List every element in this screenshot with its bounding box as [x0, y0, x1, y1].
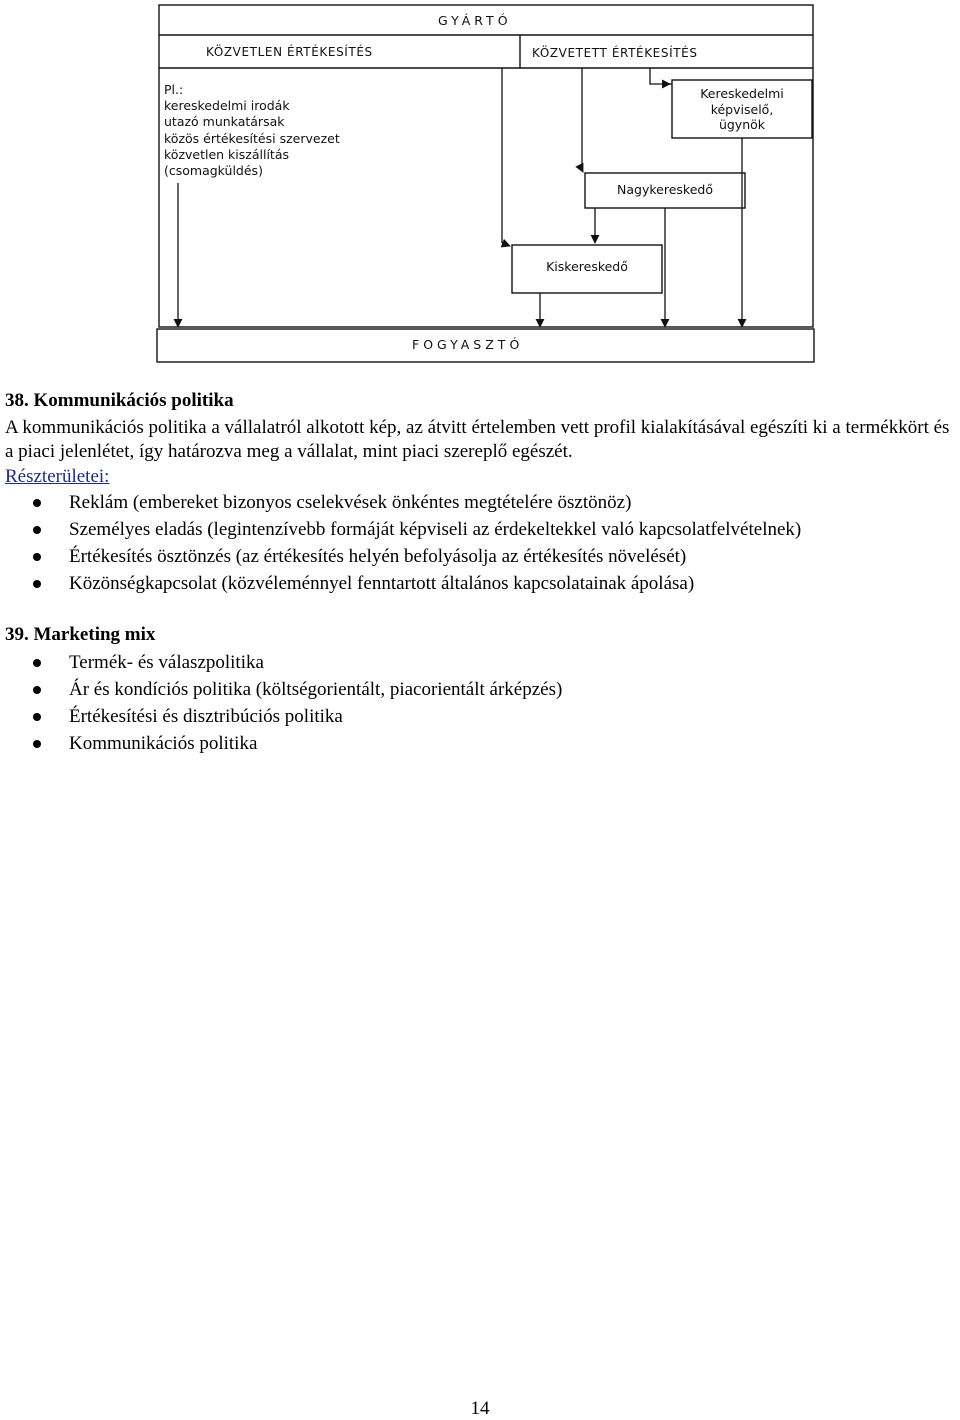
list-item [0, 649, 950, 676]
example-line: utazó munkatársak [164, 114, 285, 130]
list-item-text: Értékesítési és disztribúciós politika [69, 706, 343, 727]
bullet-icon [33, 659, 41, 667]
example-line: Pl.: [164, 82, 184, 97]
bullet-icon [33, 580, 41, 588]
section-39-title: 39. Marketing mix [5, 624, 156, 645]
to-agent-arrow [650, 68, 670, 84]
list-item [0, 489, 950, 516]
direct-examples-list [164, 82, 340, 179]
list-item-text: Ár és kondíciós politika (költségorientált, piacorientált árképzés) [69, 679, 563, 700]
list-item-text: Személyes eladás (legintenzívebb formáját képviseli az érdekeltekkel való kapcsolatfelvételnek) [69, 519, 802, 540]
consumer-label: FOGYASZTÓ [412, 337, 524, 352]
section-39-list [0, 649, 950, 757]
list-item [0, 570, 950, 597]
list-item-text: Közönségkapcsolat (közvéleménnyel fenntartott általános kapcsolatainak ápolása) [69, 573, 695, 594]
agent-label [672, 86, 812, 133]
indirect-sales-label: KÖZVETETT ÉRTÉKESÍTÉS [532, 46, 698, 60]
bullet-icon [33, 740, 41, 748]
list-item-text: Kommunikációs politika [69, 733, 258, 754]
bullet-icon [33, 713, 41, 721]
example-line: (csomagküldés) [164, 163, 263, 179]
producer-label: GYÁRTÓ [438, 13, 512, 28]
section-38-title: 38. Kommunikációs politika [5, 390, 234, 411]
page-number: 14 [470, 1398, 490, 1419]
list-item [0, 703, 950, 730]
bullet-icon [33, 686, 41, 694]
list-item-text: Értékesítés ösztönzés (az értékesítés helyén befolyásolja az értékesítés növelését) [69, 546, 687, 567]
bullet-icon [33, 526, 41, 534]
list-item [0, 676, 950, 703]
agent-line: képviselő, [710, 101, 774, 117]
example-line: közvetlen kiszállítás [164, 146, 289, 162]
section-38-list [0, 489, 950, 597]
section-38-paragraph: A kommunikációs politika a vállalatról alkotott kép, az átvitt értelemben vett profil kialakításával egészíti ki a termékkört és a piaci jelenlétet, így határozva meg a vállalat, mint piaci szereplő egészét. [5, 417, 950, 462]
distribution-channel-diagram [150, 0, 820, 368]
bullet-icon [33, 499, 41, 507]
section-38-subheading: Részterületei: [5, 466, 110, 487]
list-item [0, 516, 950, 543]
agent-line: ügynök [718, 117, 766, 132]
bullet-icon [33, 553, 41, 561]
wholesaler-label: Nagykereskedő [617, 182, 713, 197]
list-item-text: Reklám (embereket bizonyos cselekvések önkéntes megtételére ösztönöz) [69, 492, 632, 513]
retailer-label: Kiskereskedő [546, 259, 628, 274]
list-item-text: Termék- és válaszpolitika [69, 652, 264, 673]
example-line: közös értékesítési szervezet [164, 130, 340, 146]
list-item [0, 730, 950, 757]
direct-sales-label: KÖZVETLEN ÉRTÉKESÍTÉS [206, 45, 373, 59]
list-item [0, 543, 950, 570]
agent-line: Kereskedelmi [700, 86, 784, 101]
example-line: kereskedelmi irodák [164, 98, 290, 114]
